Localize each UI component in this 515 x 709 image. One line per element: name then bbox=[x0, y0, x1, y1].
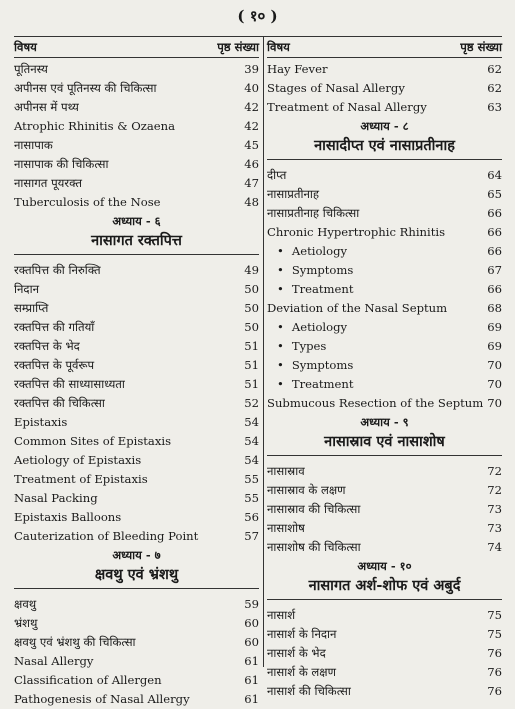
entry-title: Hay Fever bbox=[267, 62, 328, 76]
entry-page: 68 bbox=[487, 301, 502, 315]
toc-entry bbox=[267, 60, 502, 79]
toc-entry bbox=[14, 633, 259, 652]
entry-page: 61 bbox=[244, 673, 259, 687]
toc-entry bbox=[14, 193, 259, 212]
toc-entry bbox=[267, 166, 502, 185]
entry-page: 55 bbox=[244, 491, 259, 505]
entry-page: 76 bbox=[487, 646, 502, 660]
entry-title: Chronic Hypertrophic Rhinitis bbox=[267, 225, 446, 239]
page-header: पृष्ठ संख्या bbox=[460, 40, 502, 54]
entry-page: 62 bbox=[487, 62, 502, 76]
entry-title: पूतिनस्य bbox=[14, 62, 48, 76]
entry-title: अपीनस एवं पूतिनस्य की चिकित्सा bbox=[14, 81, 157, 95]
toc-entry bbox=[267, 682, 502, 701]
entry-page: 50 bbox=[244, 320, 259, 334]
entry-page: 64 bbox=[487, 168, 502, 182]
toc-entry bbox=[267, 280, 502, 299]
entry-page: 62 bbox=[487, 81, 502, 95]
entry-title: नासार्श के निदान bbox=[267, 627, 337, 641]
entry-title: • Symptoms bbox=[277, 356, 353, 375]
entry-page: 69 bbox=[487, 320, 502, 334]
toc-entry bbox=[267, 481, 502, 500]
toc-entry bbox=[267, 356, 502, 375]
toc-entry bbox=[267, 185, 502, 204]
entry-title: नासापाक की चिकित्सा bbox=[14, 157, 109, 171]
toc-entry bbox=[267, 375, 502, 394]
entry-page: 76 bbox=[487, 665, 502, 679]
entry-title: नासाप्रतीनाह bbox=[267, 187, 320, 201]
entry-title: क्षवथु एवं भ्रंशथु की चिकित्सा bbox=[14, 635, 136, 649]
entry-title: • Symptoms bbox=[277, 261, 353, 280]
toc-entry bbox=[267, 98, 502, 117]
entry-title: नासाशोष की चिकित्सा bbox=[267, 540, 361, 554]
entry-title: • Aetiology bbox=[277, 318, 347, 337]
entry-page: 54 bbox=[244, 453, 259, 467]
entry-page: 70 bbox=[487, 396, 502, 410]
right-column bbox=[263, 37, 502, 698]
entry-page: 74 bbox=[487, 540, 502, 554]
toc-entry bbox=[14, 261, 259, 280]
entry-title: क्षवथु bbox=[14, 597, 37, 611]
entry-title: नासाशोष bbox=[267, 521, 305, 535]
toc-entry bbox=[267, 318, 502, 337]
chapter-title: नासागत अर्श-शोफ एवं अबुर्द bbox=[267, 575, 502, 600]
entry-page: 67 bbox=[487, 263, 502, 277]
entry-page: 48 bbox=[244, 195, 259, 209]
entry-title: रक्तपित्त की गतियाँ bbox=[14, 320, 95, 334]
toc-entry bbox=[14, 136, 259, 155]
toc-entry bbox=[267, 79, 502, 98]
chapter-title: नासास्राव एवं नासाशोष bbox=[267, 431, 502, 456]
toc-entry bbox=[267, 223, 502, 242]
entry-title: नासागत पूयरक्त bbox=[14, 176, 82, 190]
entry-page: 42 bbox=[244, 119, 259, 133]
entry-page: 61 bbox=[244, 654, 259, 668]
entry-title: नासास्राव की चिकित्सा bbox=[267, 502, 361, 516]
entry-page: 65 bbox=[487, 187, 502, 201]
entry-page: 76 bbox=[487, 684, 502, 698]
entry-list bbox=[267, 166, 502, 413]
entry-page: 72 bbox=[487, 464, 502, 478]
entry-title: • Treatment bbox=[277, 375, 354, 394]
entry-page: 42 bbox=[244, 100, 259, 114]
entry-title: निदान bbox=[14, 282, 40, 296]
entry-page: 66 bbox=[487, 225, 502, 239]
entry-title: Deviation of the Nasal Septum bbox=[267, 301, 448, 315]
entry-page: 45 bbox=[244, 138, 259, 152]
toc-entry bbox=[267, 625, 502, 644]
toc-entry bbox=[14, 413, 259, 432]
toc-entry bbox=[14, 174, 259, 193]
entry-page: 66 bbox=[487, 206, 502, 220]
column-header bbox=[14, 37, 259, 58]
entry-page: 75 bbox=[487, 627, 502, 641]
entry-title: Treatment of Nasal Allergy bbox=[267, 100, 427, 114]
entry-title: अपीनस में पथ्य bbox=[14, 100, 79, 114]
toc-entry bbox=[14, 318, 259, 337]
toc-entry bbox=[14, 337, 259, 356]
toc-entry bbox=[267, 261, 502, 280]
toc-entry bbox=[14, 489, 259, 508]
toc-entry bbox=[14, 432, 259, 451]
entry-title: • Types bbox=[277, 337, 326, 356]
entry-list bbox=[14, 595, 259, 709]
entry-title: नासाप्रतीनाह चिकित्सा bbox=[267, 206, 360, 220]
toc-entry bbox=[14, 60, 259, 79]
entry-list bbox=[267, 606, 502, 701]
chapter-number: अध्याय - ७ bbox=[112, 548, 161, 562]
entry-page: 52 bbox=[244, 396, 259, 410]
entry-page: 73 bbox=[487, 502, 502, 516]
entry-title: सम्प्राप्ति bbox=[14, 301, 49, 315]
entry-list bbox=[14, 261, 259, 546]
entry-page: 72 bbox=[487, 483, 502, 497]
toc-entry bbox=[14, 470, 259, 489]
entry-page: 60 bbox=[244, 616, 259, 630]
entry-title: नासार्श के भेद bbox=[267, 646, 326, 660]
entry-page: 49 bbox=[244, 263, 259, 277]
toc-entry bbox=[14, 671, 259, 690]
toc-entry bbox=[267, 462, 502, 481]
entry-title: Nasal Packing bbox=[14, 491, 98, 505]
chapter-number: अध्याय - ८ bbox=[360, 119, 409, 133]
toc-entry bbox=[14, 508, 259, 527]
toc-entry bbox=[267, 242, 502, 261]
entry-page: 75 bbox=[487, 608, 502, 622]
toc-columns bbox=[14, 36, 502, 706]
entry-title: नासार्श bbox=[267, 608, 296, 622]
toc-entry bbox=[14, 117, 259, 136]
entry-title: नासापाक bbox=[14, 138, 53, 152]
entry-page: 51 bbox=[244, 339, 259, 353]
toc-entry bbox=[267, 538, 502, 557]
entry-title: नासास्राव के लक्षण bbox=[267, 483, 346, 497]
entry-page: 54 bbox=[244, 434, 259, 448]
toc-entry bbox=[14, 79, 259, 98]
entry-title: रक्तपित्त के भेद bbox=[14, 339, 80, 353]
toc-entry bbox=[14, 527, 259, 546]
entry-list bbox=[14, 60, 259, 212]
entry-list bbox=[267, 60, 502, 117]
entry-title: Cauterization of Bleeding Point bbox=[14, 529, 199, 543]
entry-title: Atrophic Rhinitis & Ozaena bbox=[14, 119, 175, 133]
toc-entry bbox=[14, 98, 259, 117]
entry-title: Aetiology of Epistaxis bbox=[14, 453, 142, 467]
toc-entry bbox=[14, 299, 259, 318]
entry-title: दीप्त bbox=[267, 168, 287, 182]
entry-title: Classification of Allergen bbox=[14, 673, 162, 687]
entry-page: 47 bbox=[244, 176, 259, 190]
entry-page: 51 bbox=[244, 377, 259, 391]
toc-entry bbox=[14, 356, 259, 375]
entry-title: नासास्राव bbox=[267, 464, 305, 478]
toc-entry bbox=[14, 451, 259, 470]
entry-page: 70 bbox=[487, 377, 502, 391]
chapter-number: अध्याय - ६ bbox=[112, 214, 161, 228]
chapter-title: नासादीप्त एवं नासाप्रतीनाह bbox=[267, 135, 502, 160]
chapter-title: क्षवथु एवं भ्रंशथु bbox=[14, 564, 259, 589]
entry-title: Epistaxis bbox=[14, 415, 68, 429]
entry-page: 61 bbox=[244, 692, 259, 706]
entry-title: Tuberculosis of the Nose bbox=[14, 195, 161, 209]
subject-header: विषय bbox=[267, 40, 290, 54]
entry-title: Common Sites of Epistaxis bbox=[14, 434, 172, 448]
entry-page: 70 bbox=[487, 358, 502, 372]
toc-entry bbox=[14, 280, 259, 299]
page-header: पृष्ठ संख्या bbox=[217, 40, 259, 54]
entry-title: रक्तपित्त की निरुक्ति bbox=[14, 263, 101, 277]
toc-entry bbox=[14, 155, 259, 174]
chapter-title: नासागत रक्तपित्त bbox=[14, 230, 259, 255]
chapter-number: अध्याय - ९ bbox=[360, 415, 409, 429]
entry-page: 55 bbox=[244, 472, 259, 486]
entry-page: 63 bbox=[487, 100, 502, 114]
toc-entry bbox=[14, 652, 259, 671]
entry-list bbox=[267, 462, 502, 557]
toc-entry bbox=[14, 614, 259, 633]
entry-title: • Aetiology bbox=[277, 242, 347, 261]
toc-entry bbox=[267, 644, 502, 663]
entry-title: नासार्श की चिकित्सा bbox=[267, 684, 351, 698]
toc-entry bbox=[267, 519, 502, 538]
entry-page: 50 bbox=[244, 282, 259, 296]
entry-page: 66 bbox=[487, 282, 502, 296]
entry-title: रक्तपित्त की साध्यासाध्यता bbox=[14, 377, 125, 391]
entry-page: 60 bbox=[244, 635, 259, 649]
entry-page: 40 bbox=[244, 81, 259, 95]
toc-entry bbox=[267, 337, 502, 356]
page-number: ( १० ) bbox=[237, 7, 278, 25]
entry-title: रक्तपित्त के पूर्वरूप bbox=[14, 358, 95, 372]
entry-title: Pathogenesis of Nasal Allergy bbox=[14, 692, 190, 706]
entry-title: Epistaxis Balloons bbox=[14, 510, 122, 524]
entry-page: 69 bbox=[487, 339, 502, 353]
entry-page: 59 bbox=[244, 597, 259, 611]
entry-page: 46 bbox=[244, 157, 259, 171]
entry-title: Nasal Allergy bbox=[14, 654, 94, 668]
entry-page: 57 bbox=[244, 529, 259, 543]
toc-entry bbox=[14, 690, 259, 709]
entry-title: • Treatment bbox=[277, 280, 354, 299]
toc-entry bbox=[14, 394, 259, 413]
toc-entry bbox=[14, 595, 259, 614]
entry-title: रक्तपित्त की चिकित्सा bbox=[14, 396, 105, 410]
entry-title: Treatment of Epistaxis bbox=[14, 472, 148, 486]
entry-page: 56 bbox=[244, 510, 259, 524]
toc-entry bbox=[267, 500, 502, 519]
entry-page: 50 bbox=[244, 301, 259, 315]
toc-entry bbox=[267, 606, 502, 625]
toc-entry bbox=[267, 299, 502, 318]
entry-page: 73 bbox=[487, 521, 502, 535]
entry-page: 54 bbox=[244, 415, 259, 429]
entry-title: Stages of Nasal Allergy bbox=[267, 81, 405, 95]
subject-header: विषय bbox=[14, 40, 37, 54]
left-column bbox=[14, 37, 259, 706]
entry-title: Submucous Resection of the Septum bbox=[267, 396, 484, 410]
entry-page: 51 bbox=[244, 358, 259, 372]
chapter-number: अध्याय - १० bbox=[357, 559, 412, 573]
entry-title: भ्रंशथु bbox=[14, 616, 38, 630]
entry-page: 66 bbox=[487, 244, 502, 258]
column-header bbox=[267, 37, 502, 58]
entry-title: नासार्श के लक्षण bbox=[267, 665, 336, 679]
toc-entry bbox=[267, 394, 502, 413]
entry-page: 39 bbox=[244, 62, 259, 76]
toc-entry bbox=[14, 375, 259, 394]
toc-entry bbox=[267, 204, 502, 223]
